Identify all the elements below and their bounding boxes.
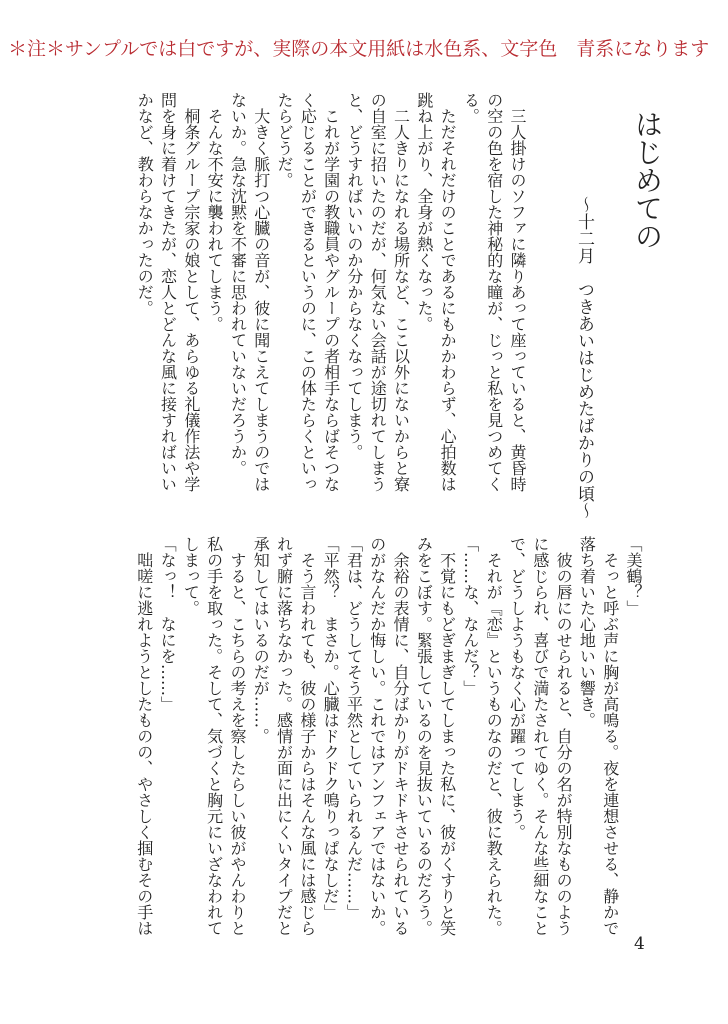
text-line: 問を身に着けてきたが、恋人とどんな風に接すればいい	[158, 92, 178, 492]
text-line: これが学園の教職員やグループの者相手ならばそつな	[321, 92, 341, 492]
text-line: で、どうしようもなく心が躍ってしまう。	[507, 536, 527, 840]
text-line: 彼の唇にのせられると、自分の名が特別なもののよう	[554, 536, 574, 936]
text-line: ただそれだけのことであるにもかかわらず、心拍数は	[438, 92, 458, 492]
text-line: 三人掛けのソファに隣りあって座っていると、黄昏時	[508, 92, 527, 492]
text-line: そう言われても、彼の様子からはそんな風には感じら	[297, 536, 317, 936]
text-line: そんな不安に襲われてしまう。	[205, 92, 225, 332]
text-line: 桐条グループ宗家の娘として、あらゆる礼儀作法や学	[181, 92, 201, 492]
text-line: 「美鶴？」	[624, 536, 643, 616]
text-line: る。	[461, 92, 481, 124]
sample-notice: ＊注＊サンプルでは白ですが、実際の本文用紙は水色系、文字色 青系になります	[8, 38, 710, 60]
text-line: 承知してはいるのだが……。	[251, 536, 271, 744]
text-line: 跳ね上がり、全身が熱くなった。	[414, 92, 434, 332]
text-line: それが『恋』というものなのだと、彼に教えられた。	[484, 536, 504, 936]
text-line: に感じられ、喜びで満たされてゆく。そんな些細なこと	[530, 536, 550, 936]
text-line: すると、こちらの考えを察したらしい彼がやんわりと	[227, 536, 247, 936]
text-line: たらどうだ。	[275, 92, 295, 188]
text-line: かなど、教わらなかったのだ。	[135, 92, 155, 316]
text-line: 落ち着いた心地いい響き。	[577, 536, 597, 728]
body-text-upper	[133, 92, 529, 492]
text-line: の自室に招いたのだが、何気ない会話が途切れてしまう	[368, 92, 388, 492]
text-line: しまって。	[181, 536, 201, 616]
chapter-subtitle: ～十二月 つきあいはじめたばかりの頃～	[574, 196, 594, 519]
text-line: 余裕の表情に、自分ばかりがドキドキさせられている	[391, 536, 411, 936]
text-line: そっと呼ぶ声に胸が高鳴る。夜を連想させる、静かで	[600, 536, 620, 936]
text-line: 「なっ！ なにを……」	[158, 536, 178, 712]
text-line: 大きく脈打つ心臓の音が、彼に聞こえてしまうのでは	[251, 92, 271, 492]
text-line: 咄嗟に逃れようとしたものの、やさしく掴むその手は	[134, 536, 154, 936]
text-line: 私の手を取った。そして、気づくと胸元にいざなわれて	[204, 536, 224, 936]
text-line: と、どうすればいいのか分からなくなってしまう。	[344, 92, 364, 460]
text-line: 「……な、なんだ？」	[460, 536, 480, 696]
text-line: 不覚にもどぎまぎしてしまった私に、彼がくすりと笑	[437, 536, 457, 936]
chapter-title: はじめての	[631, 110, 664, 250]
body-text-lower	[132, 536, 645, 936]
text-line: の空の色を宿した神秘的な瞳が、じっと私を見つめてく	[484, 92, 504, 492]
page-number: 4	[634, 934, 645, 954]
text-line: みをこぼす。緊張しているのを見抜いているのだろう。	[414, 536, 434, 936]
text-line: 「君は、どうしてそう平然としていられるんだ……」	[344, 536, 364, 920]
text-line: のがなんだか悔しい。これではアンフェアではないか。	[367, 536, 387, 936]
text-line: く応じることができるというのに、この体たらくといっ	[298, 92, 318, 492]
text-line: ないか。急な沈黙を不審に思われていないだろうか。	[228, 92, 248, 476]
text-line: れず腑に落ちなかった。感情が面に出にくいタイプだと	[274, 536, 294, 936]
text-line: 「平然？ まさか。心臓はドクドク鳴りっぱなしだ」	[321, 536, 341, 920]
text-line: 二人きりになれる場所など、ここ以外にないからと寮	[391, 92, 411, 492]
